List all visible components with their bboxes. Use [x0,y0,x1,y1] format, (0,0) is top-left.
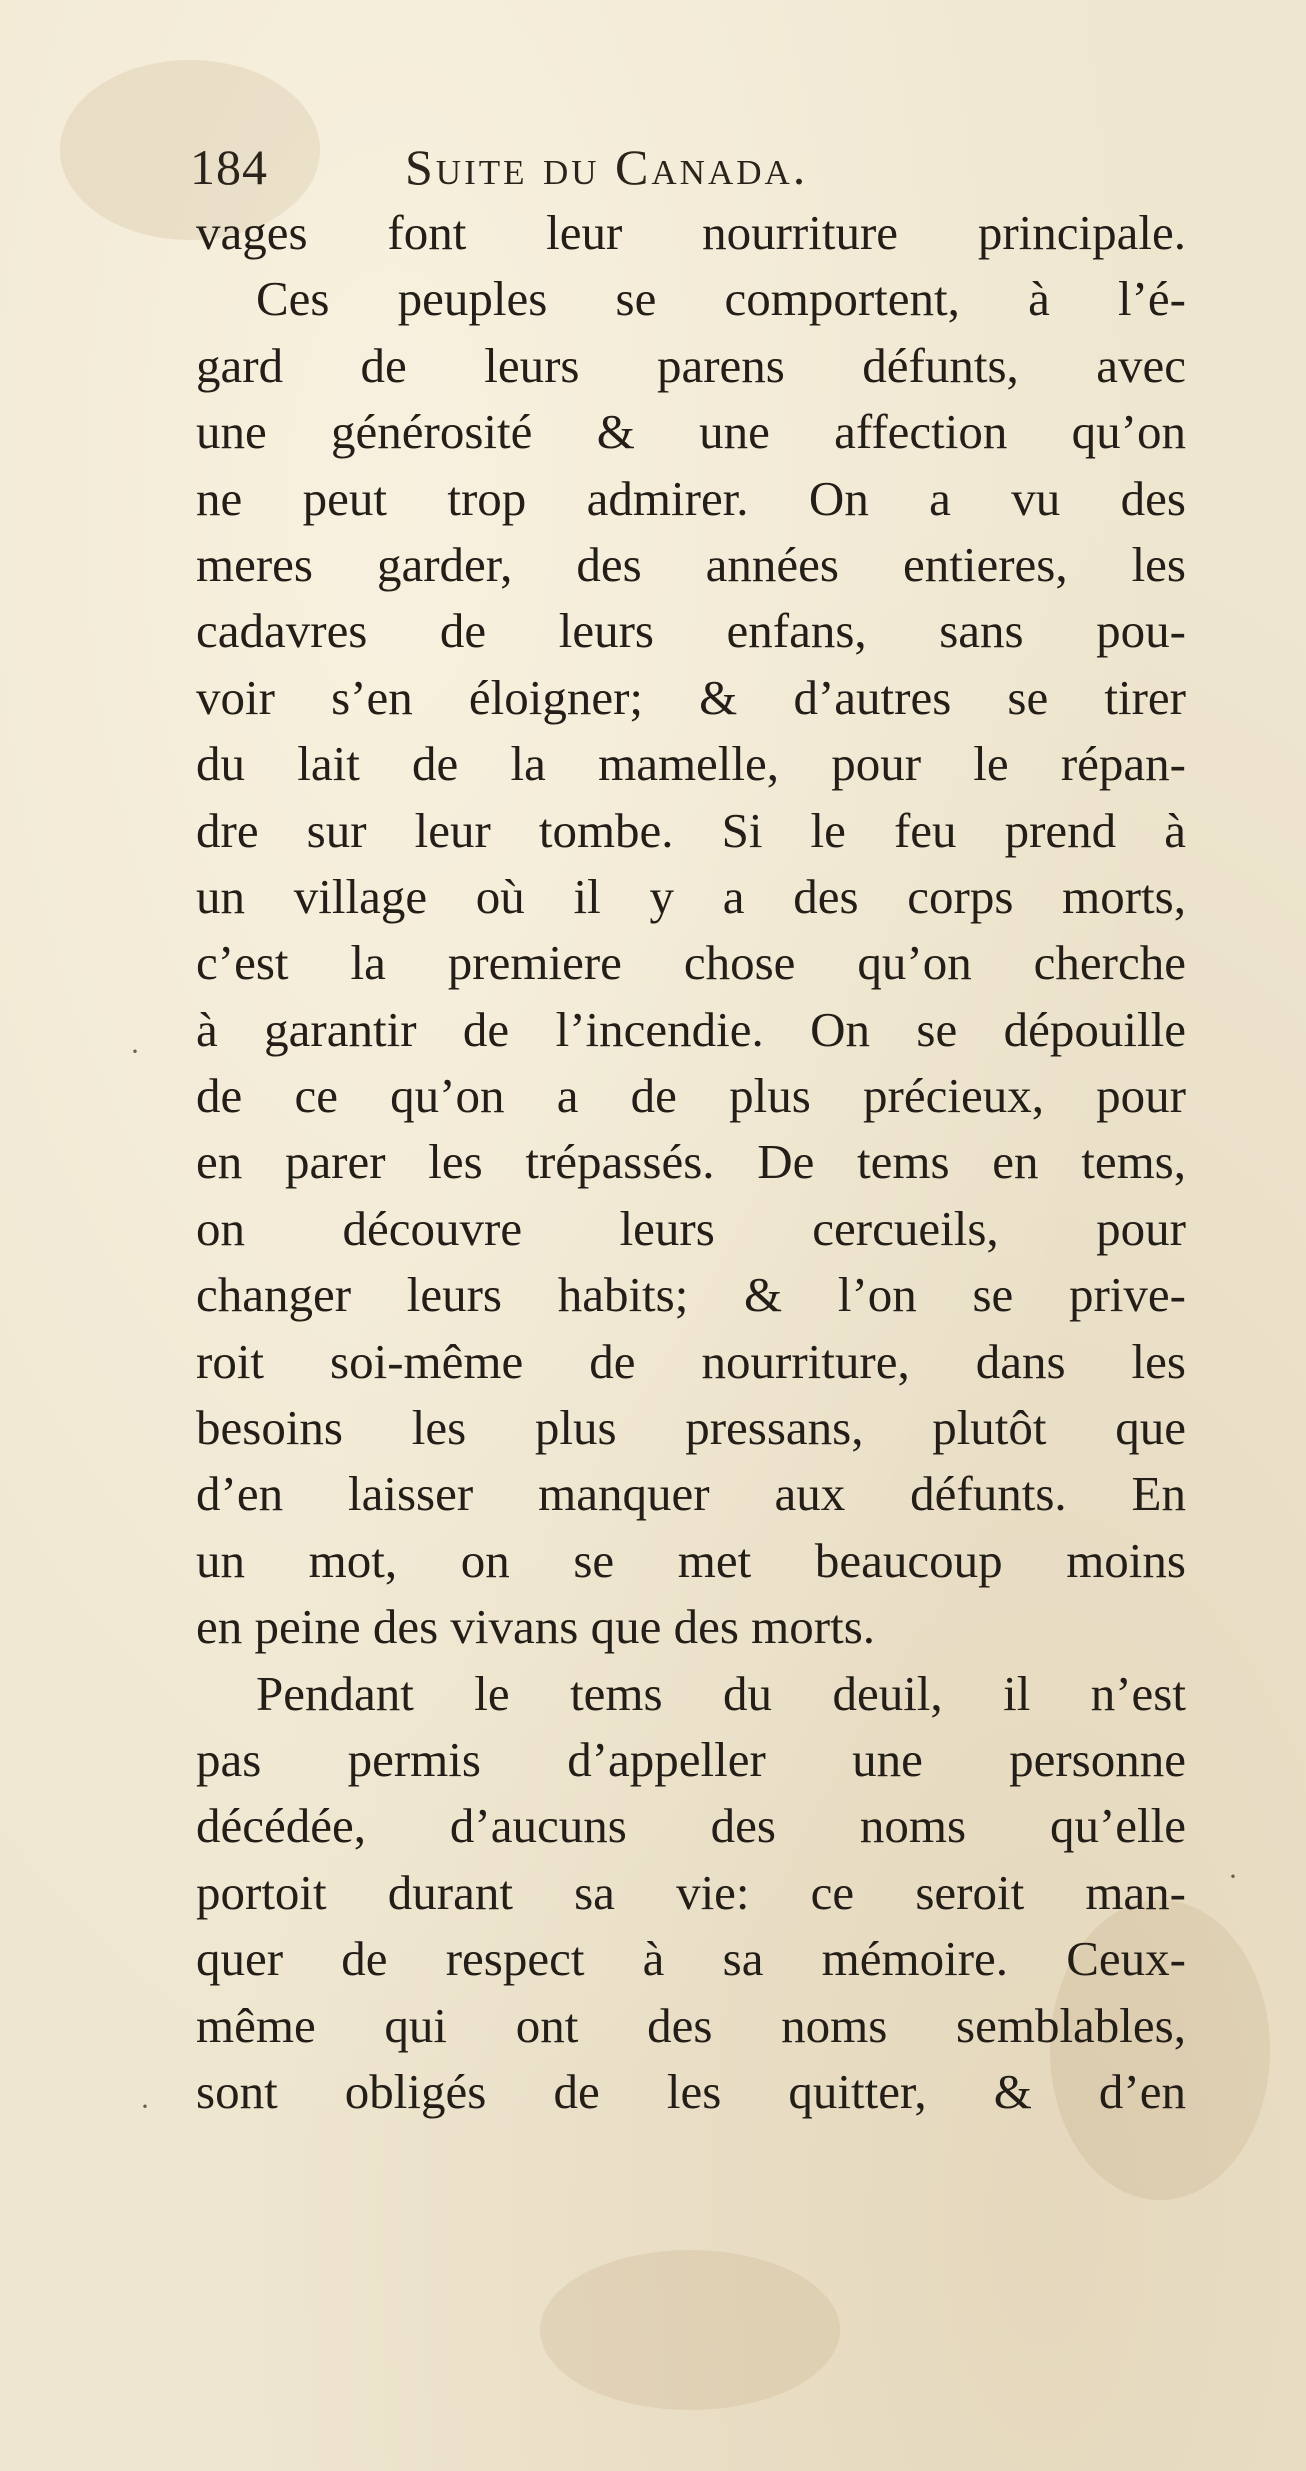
text-line: sont obligés de les quitter, & d’en [196,2063,1186,2119]
text-line: d’en laisser manquer aux défunts. En [196,1466,1186,1522]
text-line: gard de leurs parens défunts, avec [196,337,1186,393]
text-line: besoins les plus pressans, plutôt que [196,1400,1186,1456]
text-line: voir s’en éloigner; & d’autres se tirer [196,669,1186,725]
text-line: pas permis d’appeller une personne [196,1731,1186,1787]
body-text [196,200,1196,2125]
text-line: cadavres de leurs enfans, sans pou- [196,603,1186,659]
text-line: un mot, on se met beaucoup moins [196,1532,1186,1588]
text-line: quer de respect à sa mémoire. Ceux- [196,1931,1186,1987]
ink-speck: · [140,2090,150,2123]
ink-speck: · [130,1035,140,1068]
running-title: Suite du Canada. [405,139,809,195]
text-line: décédée, d’aucuns des noms qu’elle [196,1798,1186,1854]
text-line: portoit durant sa vie: ce seroit man- [196,1864,1186,1920]
text-line: un village où il y a des corps morts, [196,868,1186,924]
text-line: roit soi-même de nourriture, dans les [196,1333,1186,1389]
text-line: en peine des vivans que des morts. [196,1599,876,1655]
text-line: dre sur leur tombe. Si le feu prend à [196,802,1186,858]
text-line: du lait de la mamelle, pour le répan- [196,736,1186,792]
text-line: ne peut trop admirer. On a vu des [196,470,1186,526]
text-line: Pendant le tems du deuil, il n’est [256,1665,1186,1721]
text-line: changer leurs habits; & l’on se prive- [196,1267,1186,1323]
ink-speck: · [1228,1860,1238,1893]
text-line: une générosité & une affection qu’on [196,404,1186,460]
text-line: en parer les trépassés. De tems en tems, [196,1134,1186,1190]
text-line: meres garder, des années entieres, les [196,536,1186,592]
text-line: à garantir de l’incendie. On se dépouille [196,1001,1186,1057]
text-line: vages font leur nourriture principale. [196,205,1186,260]
text-line: de ce qu’on a de plus précieux, pour [196,1068,1186,1124]
page-header [190,138,1190,208]
text-line: même qui ont des noms semblables, [196,1997,1186,2053]
text-line: Ces peuples se comportent, à l’é- [256,271,1186,327]
text-line: on découvre leurs cercueils, pour [196,1200,1186,1256]
text-line: c’est la premiere chose qu’on cherche [196,935,1186,991]
page-number: 184 [190,139,268,195]
paper-stain [540,2250,840,2410]
